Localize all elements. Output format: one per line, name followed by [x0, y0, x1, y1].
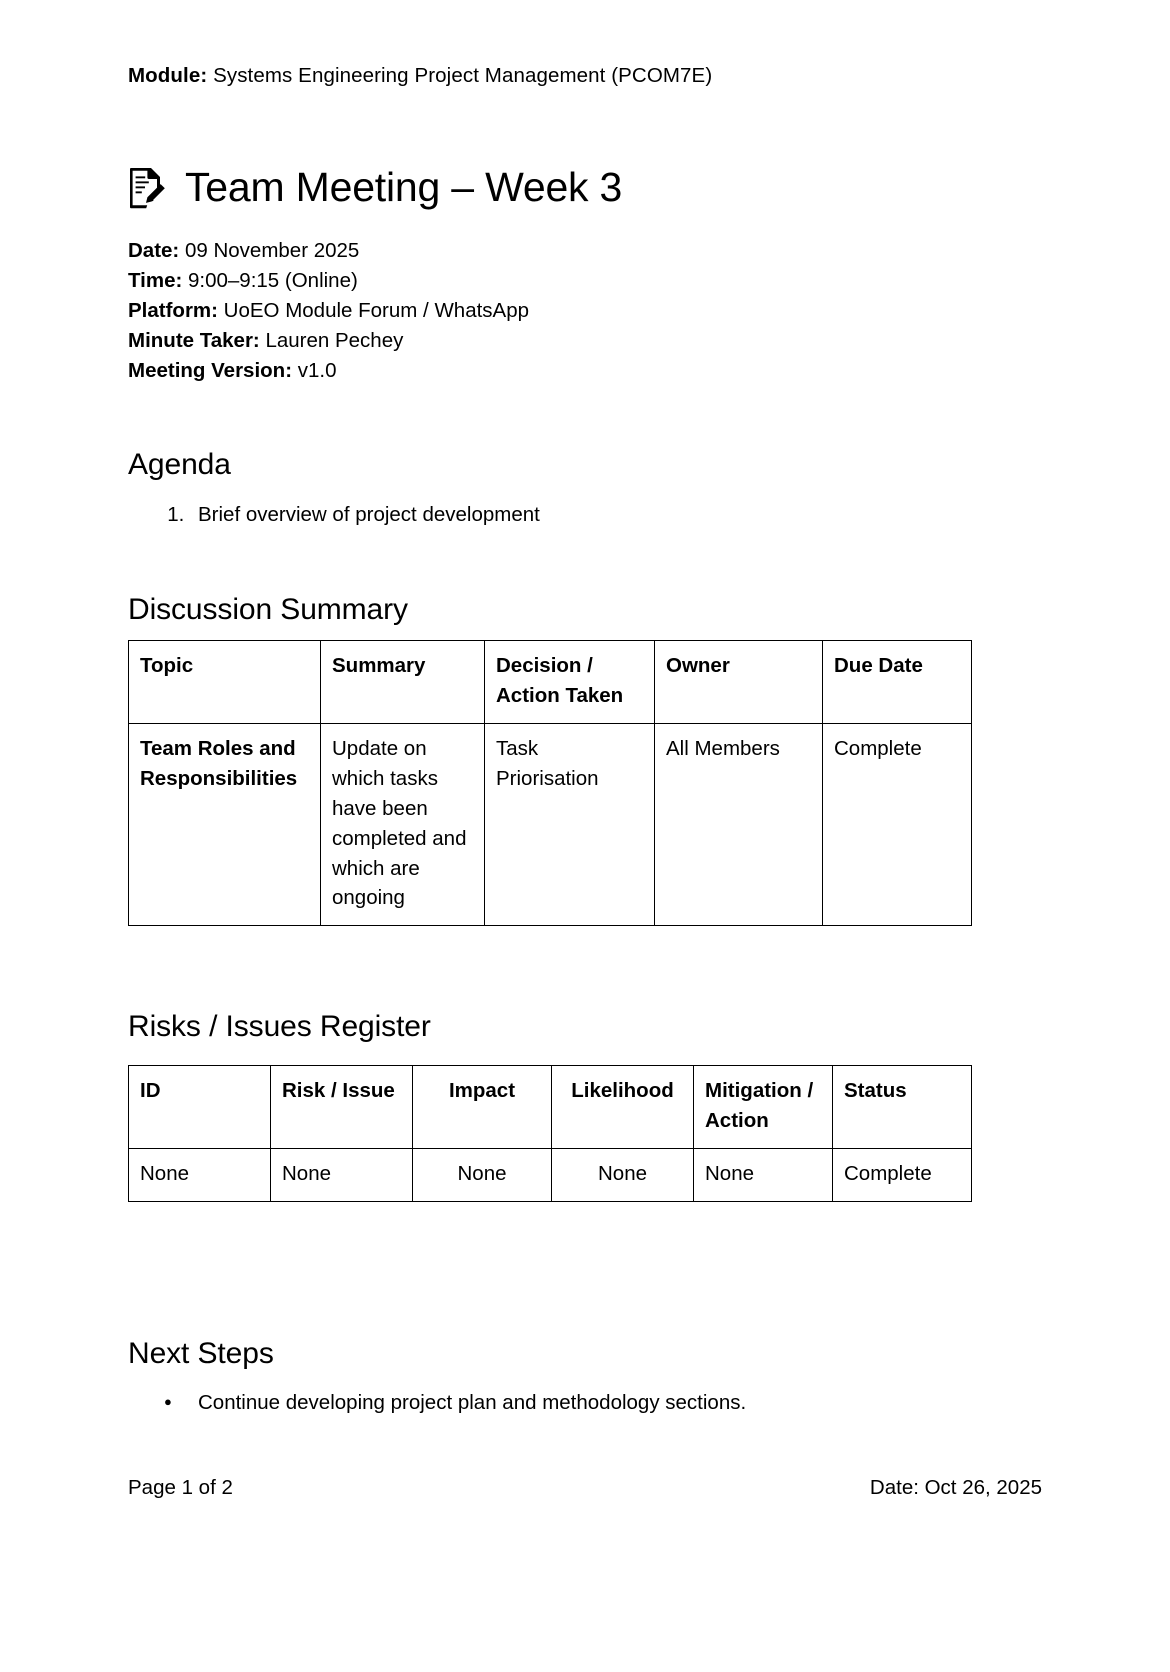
meta-minute-taker-value: Lauren Pechey [259, 329, 404, 352]
table-header-row [129, 1066, 972, 1149]
column-header-due-date: Due Date [823, 641, 972, 724]
page-title [128, 162, 622, 212]
column-header-decision: Decision / Action Taken [485, 641, 655, 724]
risks-register-table [128, 1065, 972, 1202]
cell-mitigation: None [694, 1148, 833, 1201]
meeting-metadata [128, 236, 529, 386]
column-header-topic: Topic [129, 641, 321, 724]
column-header-status: Status [833, 1066, 972, 1149]
meta-version [128, 356, 529, 386]
meta-platform-value: UoEO Module Forum / WhatsApp [217, 299, 530, 322]
column-header-id: ID [129, 1066, 271, 1149]
discussion-summary-table [128, 640, 972, 926]
meta-platform [128, 296, 529, 326]
cell-decision: Task Priorisation [485, 723, 655, 926]
discussion-summary-heading: Discussion Summary [128, 593, 408, 626]
column-header-likelihood: Likelihood [552, 1066, 694, 1149]
footer-page-number: Page 1 of 2 [128, 1476, 233, 1499]
meta-date-value: 09 November 2025 [179, 239, 360, 262]
agenda-list-item: 1. Brief overview of project development [190, 500, 540, 530]
module-value: Systems Engineering Project Management (PCOM7E) [207, 64, 713, 87]
page-footer [128, 1475, 1042, 1502]
risks-register-heading: Risks / Issues Register [128, 1010, 431, 1043]
meta-date-label: Date: [128, 239, 180, 262]
next-steps-list [128, 1388, 746, 1418]
cell-id: None [129, 1148, 271, 1201]
module-header [128, 56, 1042, 90]
column-header-impact: Impact [413, 1066, 552, 1149]
next-steps-heading: Next Steps [128, 1337, 274, 1370]
footer-date: Date: Oct 26, 2025 [869, 1476, 1042, 1499]
meta-time [128, 266, 529, 296]
agenda-list [128, 500, 540, 530]
meta-version-value: v1.0 [292, 359, 337, 382]
cell-risk: None [271, 1148, 413, 1201]
cell-owner: All Members [655, 723, 823, 926]
cell-topic: Team Roles and Responsibilities [129, 723, 321, 926]
cell-likelihood: None [552, 1148, 694, 1201]
column-header-summary: Summary [321, 641, 485, 724]
cell-due-date: Complete [823, 723, 972, 926]
module-label: Module: [128, 64, 208, 87]
agenda-heading: Agenda [128, 448, 231, 481]
cell-impact: None [413, 1148, 552, 1201]
cell-summary: Update on which tasks have been completed and which are ongoing [321, 723, 485, 926]
table-row [129, 723, 972, 926]
meta-version-label: Meeting Version: [128, 359, 293, 382]
meta-date [128, 236, 529, 266]
memo-icon [128, 166, 168, 210]
table-row [129, 1148, 972, 1201]
next-steps-list-item: ● Continue developing project plan and methodology sections. [190, 1388, 746, 1418]
page-title-text: Team Meeting – Week 3 [185, 164, 623, 210]
column-header-owner: Owner [655, 641, 823, 724]
meta-minute-taker [128, 326, 529, 356]
column-header-mitigation: Mitigation / Action [694, 1066, 833, 1149]
meta-platform-label: Platform: [128, 299, 218, 322]
column-header-risk: Risk / Issue [271, 1066, 413, 1149]
meta-time-label: Time: [128, 269, 183, 292]
table-header-row [129, 641, 972, 724]
meta-time-value: 9:00–9:15 (Online) [182, 269, 358, 292]
cell-status: Complete [833, 1148, 972, 1201]
meta-minute-taker-label: Minute Taker: [128, 329, 260, 352]
